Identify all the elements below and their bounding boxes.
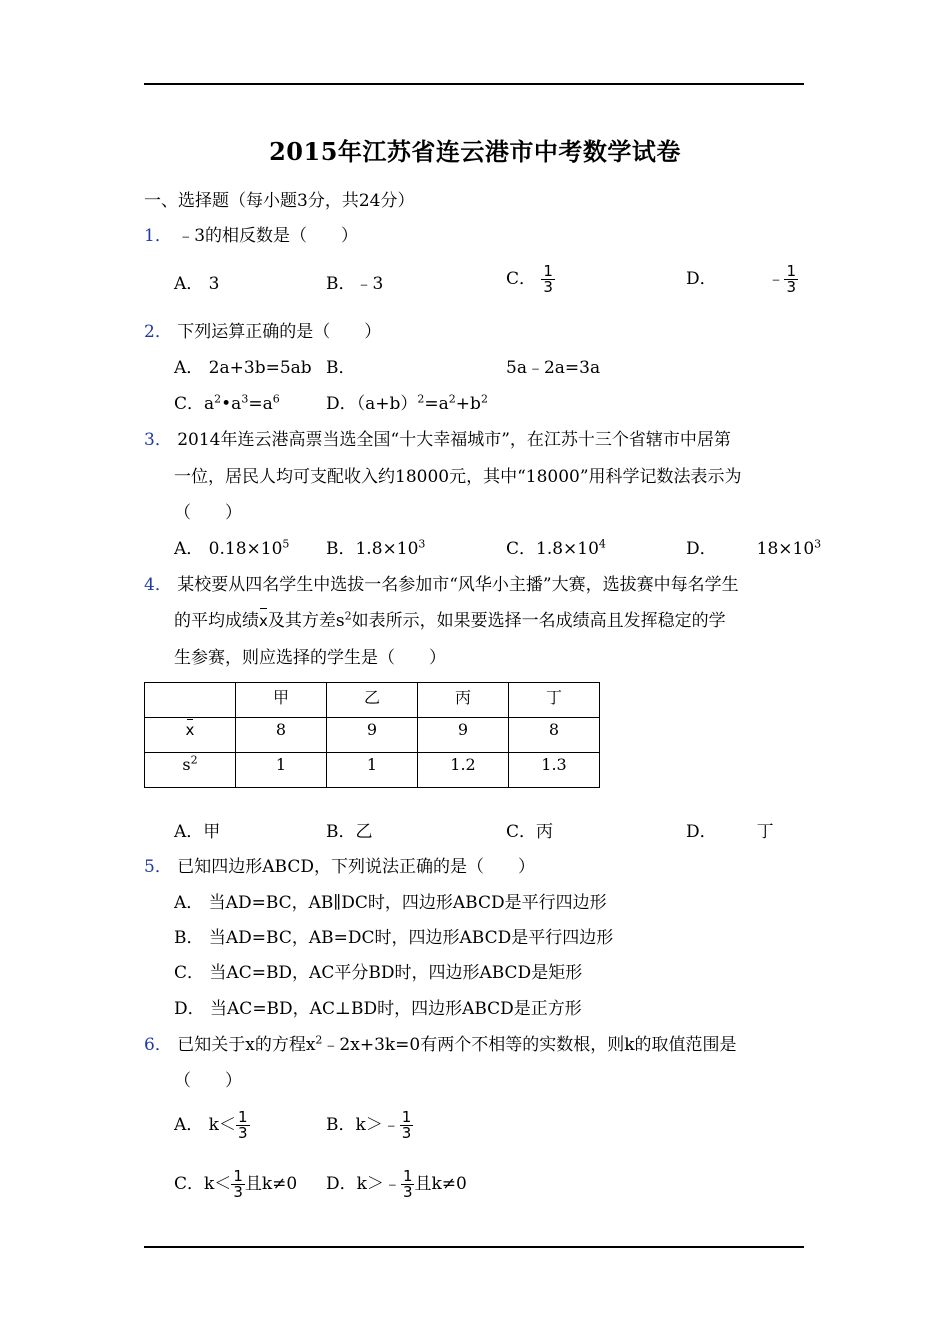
fraction: $\frac{1}{3}$ (233, 1167, 243, 1201)
question-number: 3． (144, 430, 172, 450)
question-text: 2014年连云港高票当选全国“十大幸福城市”，在江苏十三个省辖市中居第 (177, 430, 731, 450)
q6-option-b: B．k＞﹣ $\frac{1}{3}$ (326, 1108, 412, 1142)
q5-option-d: D． 当AC=BD，AC⊥BD时，四边形ABCD是正方形 (174, 999, 582, 1019)
x-bar-symbol: x (259, 612, 268, 630)
q1-option-a: A． 3 (174, 274, 220, 294)
table-cell: 1 (236, 753, 327, 788)
q3-line-2: 一位，居民人均可支配收入约18000元，其中“18000”用科学记数法表示为 (174, 467, 742, 487)
table-cell: 8 (236, 718, 327, 753)
q4-option-b: B．乙 (326, 822, 373, 842)
q3-option-a: A． $0.18\times 10^5$ (174, 537, 290, 559)
question-text: 某校要从四名学生中选拔一名参加市“风华小主播”大赛，选拔赛中每名学生 (177, 575, 739, 595)
q2-option-b: B． (326, 358, 356, 378)
question-number: 1． (144, 226, 172, 246)
question-1 (144, 225, 358, 247)
fraction: $\frac{1}{3}$ (786, 262, 796, 296)
q5-option-c: C． 当AC=BD，AC平分BD时，四边形ABCD是矩形 (174, 963, 583, 983)
table-cell: x (145, 718, 236, 753)
q1-option-d (686, 264, 798, 295)
question-text: 已知四边形ABCD，下列说法正确的是（ ） (177, 857, 535, 877)
q2-option-a: A． 2a+3b=5ab (174, 358, 312, 378)
table-cell: 1 (327, 753, 418, 788)
q6-line-2: （ ） (174, 1071, 242, 1091)
table-cell: 1.2 (418, 753, 509, 788)
table-cell: 8 (509, 718, 600, 753)
q4-line-3: 生参赛，则应选择的学生是（ ） (174, 648, 446, 668)
q4-option-c: C．丙 (506, 822, 554, 842)
table-row (145, 683, 600, 718)
q1-option-c (506, 264, 555, 295)
fraction: $\frac{1}{3}$ (402, 1167, 413, 1201)
q5-option-b: B． 当AD=BC，AB=DC时，四边形ABCD是平行四边形 (174, 928, 614, 948)
q4-option-a: A．甲 (174, 822, 221, 842)
q6-option-d: D．k＞﹣ $\frac{1}{3}$ 且k≠0 (326, 1167, 467, 1201)
table-cell: 丙 (418, 683, 509, 718)
table-cell: 甲 (236, 683, 327, 718)
question-text: 下列运算正确的是（ ） (177, 322, 382, 342)
table-cell: 乙 (327, 683, 418, 718)
fraction: $\frac{1}{3}$ (543, 262, 553, 296)
table-row (145, 718, 600, 753)
minus-sign: ﹣ (767, 269, 785, 289)
q2-option-b-value: 5a﹣2a=3a (506, 358, 601, 378)
table-cell: 9 (327, 718, 418, 753)
question-2 (144, 321, 381, 343)
q5-option-a: A． 当AD=BC，AB∥DC时，四边形ABCD是平行四边形 (174, 893, 607, 913)
table-cell: $s^2$ (145, 753, 236, 788)
q2-option-d: D．$(a+b)^2=a^2+b^2$ (326, 392, 488, 414)
question-number: 2． (144, 322, 172, 342)
q2-option-c: C．$a^2•a^3=a^6$ (174, 392, 280, 414)
fraction: $\frac{1}{3}$ (237, 1108, 248, 1142)
q3-line-3: （ ） (174, 503, 242, 523)
bottom-rule (144, 1246, 804, 1248)
q4-option-d: D． 丁 (686, 822, 774, 842)
q6-option-a: A． k＜ $\frac{1}{3}$ (174, 1108, 248, 1142)
question-6: 6． 已知关于x的方程$x^2﹣2x+3k=0$有两个不相等的实数根，则k的取值范围是 (144, 1033, 737, 1055)
table-cell (145, 683, 236, 718)
question-number: 5． (144, 857, 172, 877)
q1-option-b: B．﹣3 (326, 274, 384, 294)
section-heading: 一、选择题（每小题3分，共24分） (144, 191, 415, 211)
question-3 (144, 429, 731, 451)
table-cell: 1.3 (509, 753, 600, 788)
question-5 (144, 856, 535, 878)
q4-line-2: 的平均成绩x及其方差$s^2$如表所示，如果要选择一名成绩高且发挥稳定的学 (174, 609, 726, 631)
score-table (144, 682, 600, 788)
question-number: 6． (144, 1035, 172, 1055)
option-label: C． (506, 269, 537, 289)
table-cell: 9 (418, 718, 509, 753)
page-title: 2015年江苏省连云港市中考数学试卷 (269, 137, 681, 166)
q3-option-d: D． $18\times 10^3$ (686, 537, 822, 559)
q6-option-c: C．k＜ $\frac{1}{3}$ 且k≠0 (174, 1167, 298, 1201)
option-label: D． (686, 269, 717, 289)
fraction: $\frac{1}{3}$ (401, 1108, 412, 1142)
q3-option-b: B．$1.8\times 10^3$ (326, 537, 426, 559)
question-number: 4． (144, 575, 172, 595)
question-text: ﹣3的相反数是（ ） (177, 226, 359, 246)
top-rule (144, 83, 804, 85)
table-cell: 丁 (509, 683, 600, 718)
question-4 (144, 574, 739, 596)
q3-option-c: C．$1.8\times 10^4$ (506, 537, 606, 559)
table-row (145, 753, 600, 788)
